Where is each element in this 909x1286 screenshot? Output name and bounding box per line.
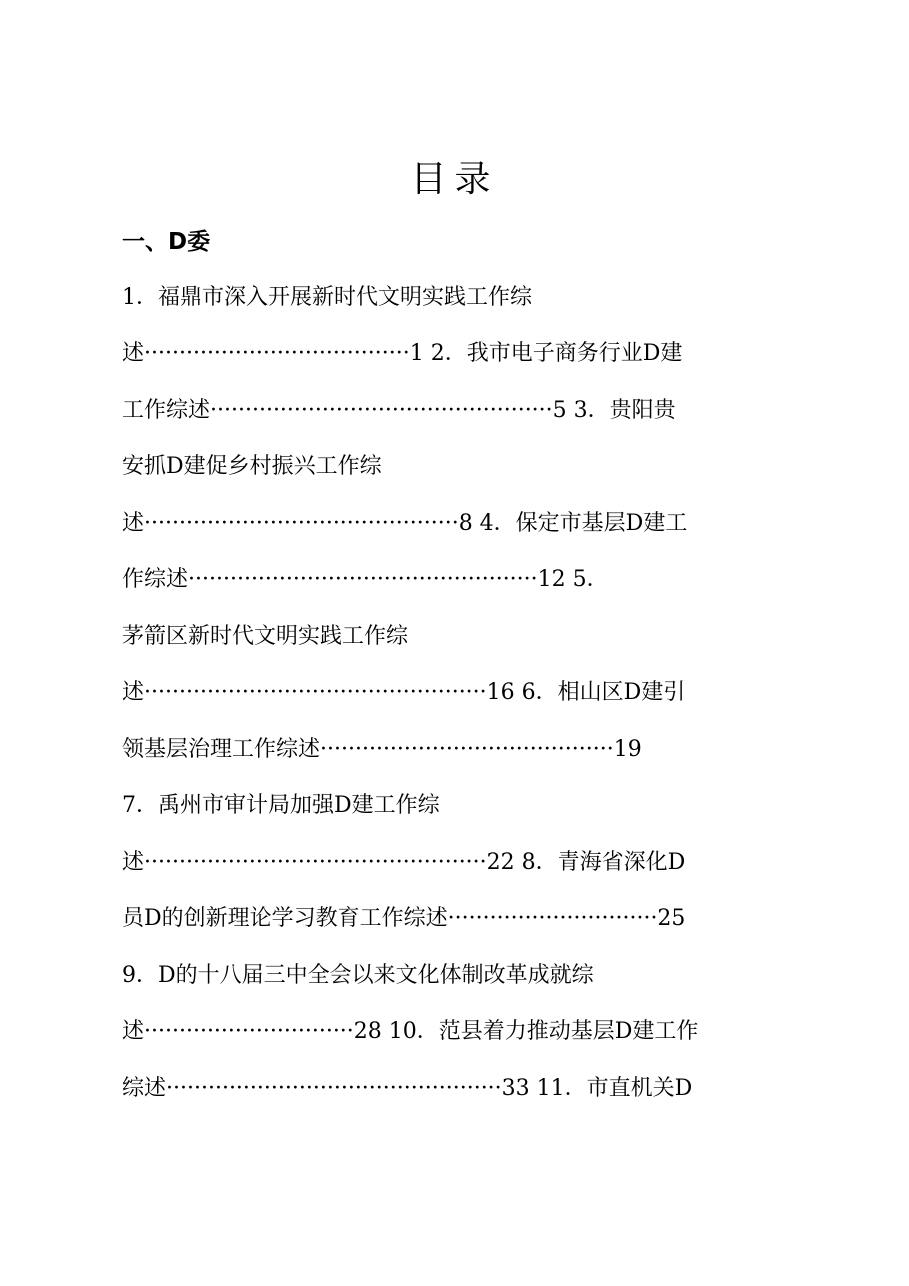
toc-line: 7．禹州市审计局加强D建工作综 xyxy=(122,793,440,818)
toc-line: 述·············································8 4．保定市基层D建工 xyxy=(122,511,688,536)
toc-line: 述·················································16 6．相山区D建引 xyxy=(122,680,686,705)
toc-line: 9．D的十八届三中全会以来文化体制改革成就综 xyxy=(122,963,594,988)
toc-line: 员D的创新理论学习教育工作综述······························25 xyxy=(122,906,686,931)
toc-line: 茅箭区新时代文明实践工作综 xyxy=(122,624,409,649)
toc-line: 述······································1 2．我市电子商务行业D建 xyxy=(122,341,683,366)
toc-line: 1．福鼎市深入开展新时代文明实践工作综 xyxy=(122,285,532,310)
toc-line: 安抓D建促乡村振兴工作综 xyxy=(122,454,382,479)
toc-line: 综述················································33 11．市直机关D xyxy=(122,1076,693,1101)
toc-line: 工作综述·················································5 3．贵阳贵 xyxy=(122,398,676,423)
toc-line: 述······························28 10．范县着力推动基层D建工作 xyxy=(122,1019,699,1044)
toc-line: 作综述··················································12 5． xyxy=(122,567,609,592)
page-title: 目录 xyxy=(410,159,499,200)
toc-line: 述·················································22 8．青海省深化D xyxy=(122,850,686,875)
toc-line: 领基层治理工作综述··········································19 xyxy=(122,737,642,762)
section-heading: 一、D委 xyxy=(122,229,211,255)
